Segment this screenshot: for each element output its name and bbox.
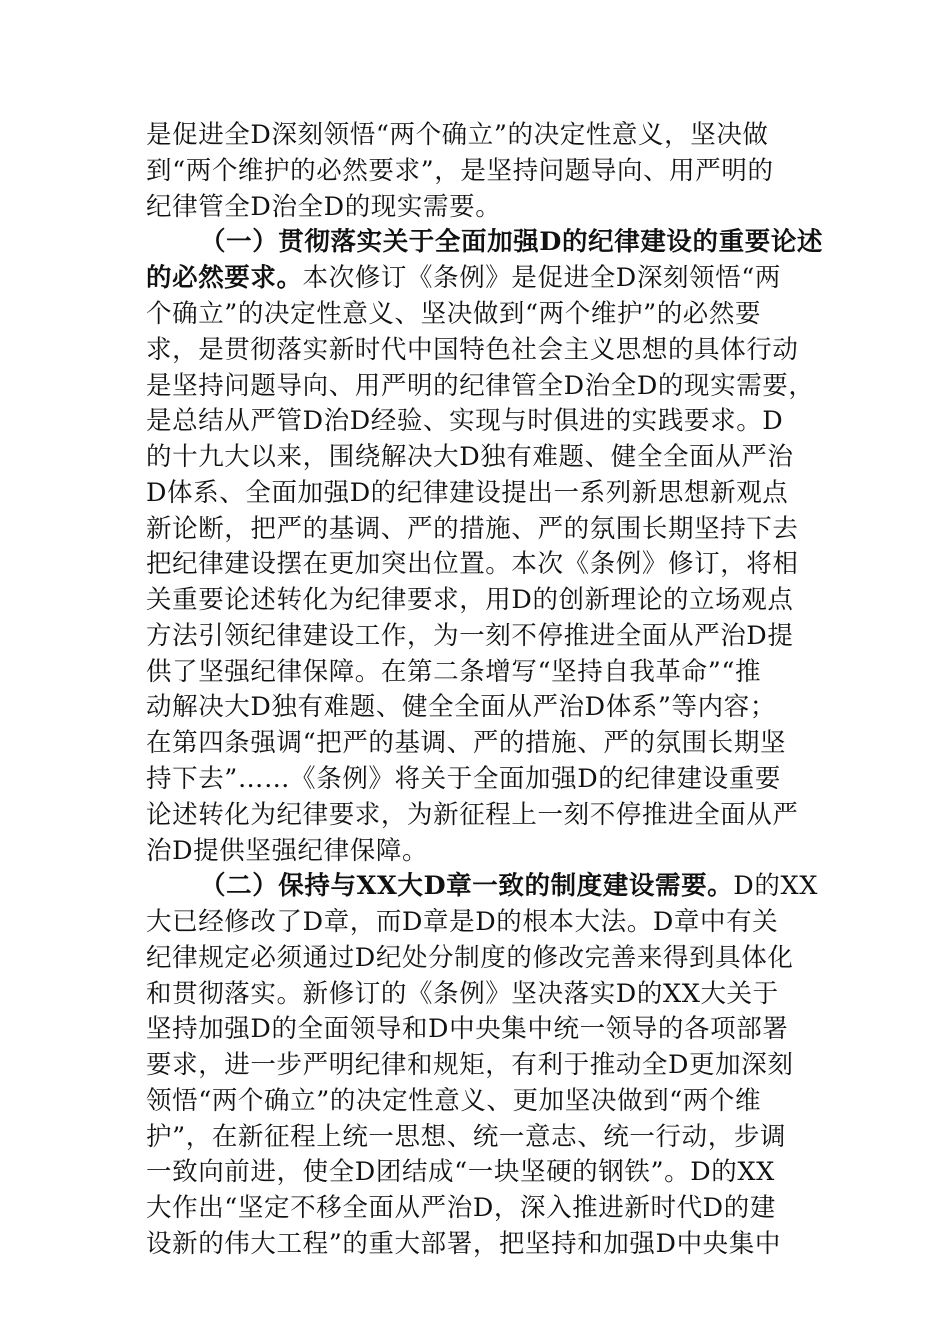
text-line: 大已经修改了D章，而D章是D的根本大法。D章中有关 [146, 907, 779, 937]
section-heading-2: （二）保持与XX大D章一致的制度建设需要。D的XX [200, 871, 818, 901]
text-line: 是促进全D深刻领悟“两个确立”的决定性意义，坚决做 [146, 120, 769, 150]
text-line: 治D提供坚强纪律保障。 [146, 836, 429, 866]
section-heading-1: （一）贯彻落实关于全面加强D的纪律建设的重要论述 [200, 227, 824, 257]
text-line: 到“两个维护的必然要求”，是坚持问题导向、用严明的 [146, 156, 774, 186]
text-line: 领悟“两个确立”的决定性意义、更加坚决做到“两个维 [146, 1086, 762, 1116]
text-line: 动解决大D独有难题、健全全面从严治D体系”等内容； [146, 692, 776, 722]
text-line: 方法引领纪律建设工作，为一刻不停推进全面从严治D提 [146, 621, 794, 651]
text-line: 是总结从严管D治D经验、实现与时俱进的实践要求。D [146, 406, 784, 436]
text-line: 的必然要求。本次修订《条例》是促进全D深刻领悟“两 [146, 263, 781, 293]
text-line: 护”，在新征程上统一思想、统一意志、统一行动，步调 [146, 1122, 787, 1152]
text-line: 的十九大以来，围绕解决大D独有难题、健全全面从严治 [146, 442, 794, 472]
text-line: 和贯彻落实。新修订的《条例》坚决落实D的XX大关于 [146, 979, 779, 1009]
section-heading-1-end: 的必然要求。 [146, 263, 303, 293]
text-line: 是坚持问题导向、用严明的纪律管全D治全D的现实需要， [146, 371, 815, 401]
text-line: D体系、全面加强D的纪律建设提出一系列新思想新观点 [146, 478, 789, 508]
text-line: 纪律规定必须通过D纪处分制度的修改完善来得到具体化 [146, 943, 794, 973]
text-line: 个确立”的决定性意义、坚决做到“两个维护”的必然要 [146, 299, 762, 329]
text-line: 大作出“坚定不移全面从严治D，深入推进新时代D的建 [146, 1193, 776, 1223]
text-line: 论述转化为纪律要求，为新征程上一刻不停推进全面从严 [146, 800, 799, 830]
text-line: 求，是贯彻落实新时代中国特色社会主义思想的具体行动 [146, 335, 799, 365]
text-line: 设新的伟大工程”的重大部署，把坚持和加强D中央集中 [146, 1229, 781, 1259]
text-line: 一致向前进，使全D团结成“一块坚硬的钢铁”。D的XX [146, 1157, 775, 1187]
text-line: 坚持加强D的全面领导和D中央集中统一领导的各项部署 [146, 1014, 789, 1044]
text-line: 把纪律建设摆在更加突出位置。本次《条例》修订，将相 [146, 549, 799, 579]
text-line: 供了坚强纪律保障。在第二条增写“坚持自我革命”“推 [146, 657, 762, 687]
text-line: 持下去”……《条例》将关于全面加强D的纪律建设重要 [146, 764, 781, 794]
text-line: 关重要论述转化为纪律要求，用D的创新理论的立场观点 [146, 585, 794, 615]
text-line: 在第四条强调“把严的基调、严的措施、严的氛围长期坚 [146, 728, 787, 758]
text-line: 新论断，把严的基调、严的措施、严的氛围长期坚持下去 [146, 514, 799, 544]
text-line: 纪律管全D治全D的现实需要。 [146, 192, 502, 222]
text-line: 要求，进一步严明纪律和规矩，有利于推动全D更加深刻 [146, 1050, 794, 1080]
